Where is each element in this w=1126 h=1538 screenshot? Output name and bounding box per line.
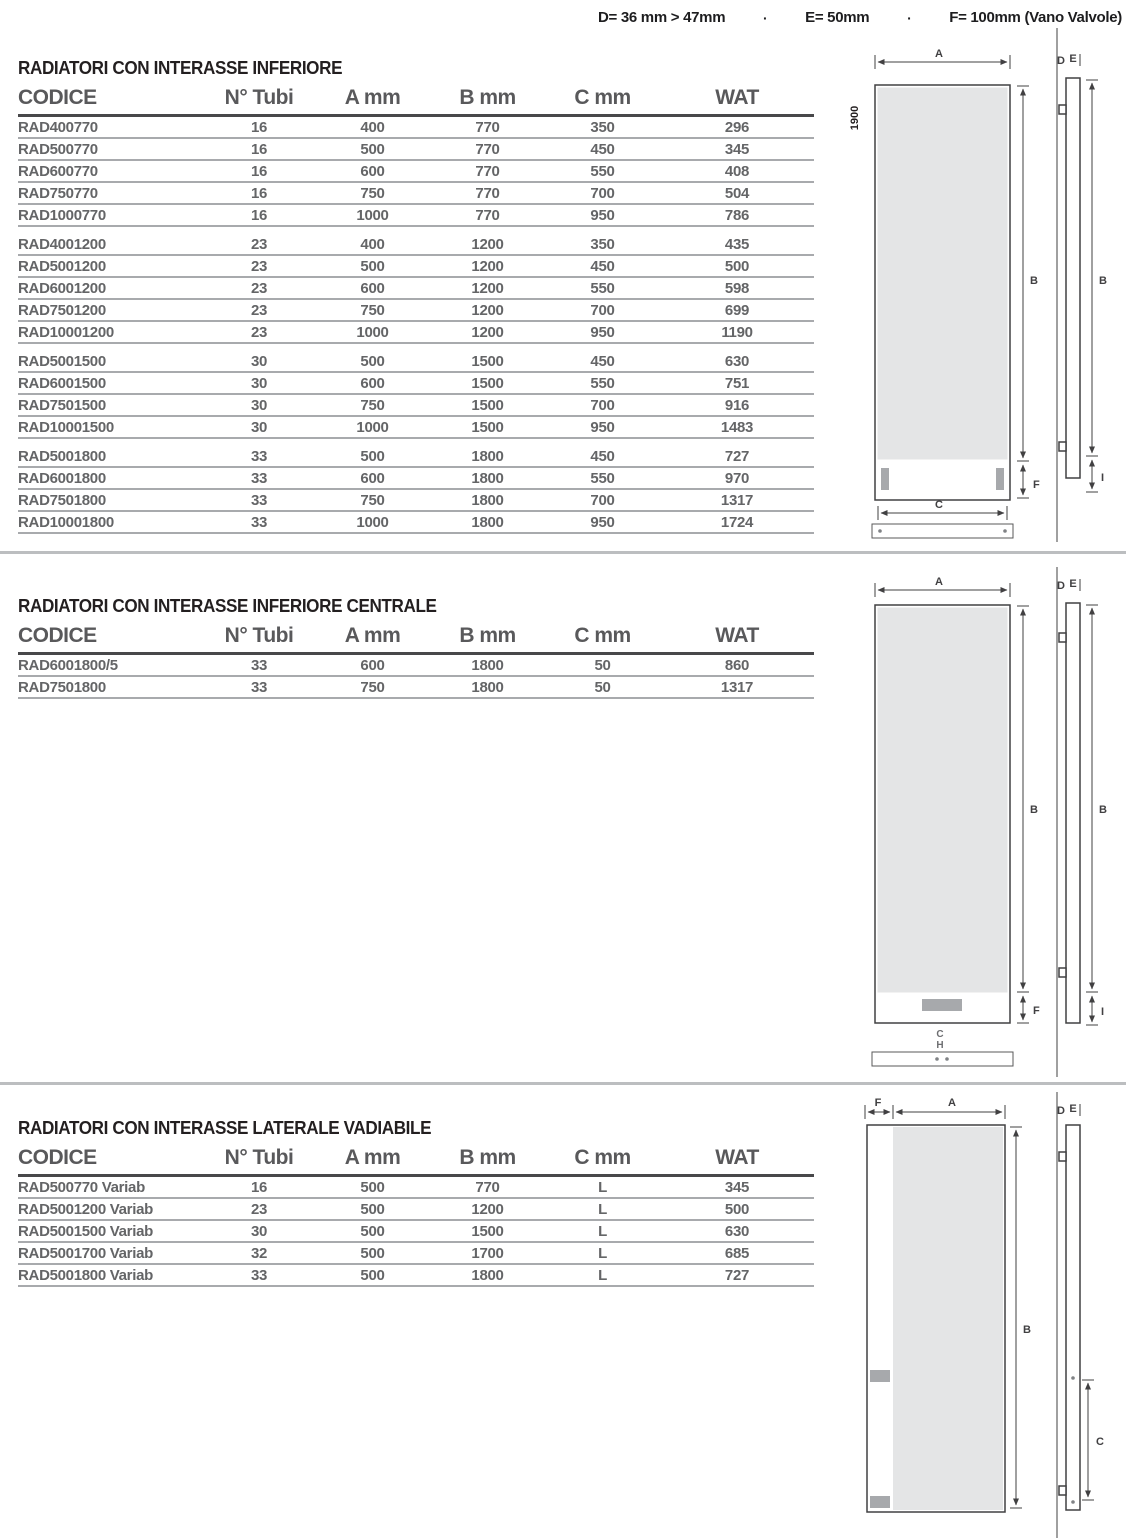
dim-b-label: B	[1030, 275, 1038, 287]
value-cell: 1800	[430, 446, 545, 467]
section-interasse-inferiore	[18, 58, 814, 534]
section-interasse-laterale-variabile	[18, 1118, 814, 1287]
value-cell: 296	[660, 116, 814, 139]
value-cell: 630	[660, 1220, 814, 1242]
wall-bracket-bottom	[1059, 968, 1066, 977]
value-cell: 1500	[430, 351, 545, 372]
value-cell: 550	[545, 160, 660, 182]
dim-c-label: C	[935, 499, 943, 511]
legend-item-f: F= 100mm (Vano Valvole)	[949, 9, 1122, 26]
code-cell: RAD6001200	[18, 277, 203, 299]
table-row	[18, 351, 814, 372]
value-cell: 770	[430, 116, 545, 139]
col-codice: CODICE	[18, 624, 203, 654]
value-cell: L	[545, 1220, 660, 1242]
table-row	[18, 394, 814, 416]
value-cell: 23	[203, 277, 315, 299]
value-cell: 1200	[430, 234, 545, 255]
value-cell: 30	[203, 1220, 315, 1242]
value-cell: 23	[203, 321, 315, 343]
wall-bracket-bottom	[1059, 442, 1066, 451]
value-cell: L	[545, 1242, 660, 1264]
code-cell: RAD10001500	[18, 416, 203, 438]
dim-f-label: F	[1033, 1005, 1040, 1017]
value-cell: 500	[315, 138, 430, 160]
table-row	[18, 446, 814, 467]
table-row	[18, 321, 814, 343]
dim-b-side-label: B	[1099, 275, 1107, 287]
value-cell: 750	[315, 394, 430, 416]
value-cell: 30	[203, 372, 315, 394]
group-spacer	[18, 438, 814, 446]
value-cell: 16	[203, 160, 315, 182]
value-cell: 500	[660, 1198, 814, 1220]
value-cell: 23	[203, 1198, 315, 1220]
code-cell: RAD5001800	[18, 446, 203, 467]
value-cell: 1200	[430, 255, 545, 277]
col-b: B mm	[430, 86, 545, 116]
code-cell: RAD400770	[18, 116, 203, 139]
table-header-row	[18, 1146, 814, 1176]
value-cell: 16	[203, 182, 315, 204]
value-cell: 550	[545, 277, 660, 299]
value-cell: 727	[660, 1264, 814, 1286]
valve-connection-left	[881, 468, 889, 490]
value-cell: 600	[315, 160, 430, 182]
section-title: RADIATORI CON INTERASSE INFERIORE	[18, 58, 343, 78]
value-cell: 30	[203, 351, 315, 372]
col-c: C mm	[545, 86, 660, 116]
code-cell: RAD10001200	[18, 321, 203, 343]
value-cell: 30	[203, 394, 315, 416]
code-cell: RAD5001800 Variab	[18, 1264, 203, 1286]
dim-c-label: C	[936, 1029, 944, 1040]
table-row	[18, 1242, 814, 1264]
group-spacer	[18, 226, 814, 234]
value-cell: 750	[315, 676, 430, 698]
diagram-interasse-laterale-variabile	[840, 1090, 1126, 1538]
dim-d-label: D	[1057, 580, 1065, 592]
value-cell: 770	[430, 204, 545, 226]
value-cell: 450	[545, 138, 660, 160]
table-row	[18, 116, 814, 139]
col-ntubi: N° Tubi	[203, 86, 315, 116]
value-cell: 504	[660, 182, 814, 204]
value-cell: 345	[660, 1176, 814, 1199]
value-cell: 33	[203, 676, 315, 698]
value-cell: L	[545, 1198, 660, 1220]
table-header-row	[18, 624, 814, 654]
dim-d-label: D	[1057, 1105, 1065, 1117]
overall-height-label: 1900	[849, 105, 861, 131]
col-ntubi: N° Tubi	[203, 1146, 315, 1176]
value-cell: 1000	[315, 204, 430, 226]
value-cell: 550	[545, 467, 660, 489]
section-title: RADIATORI CON INTERASSE INFERIORE CENTRALE	[18, 596, 437, 616]
value-cell: 500	[315, 1242, 430, 1264]
value-cell: 500	[315, 255, 430, 277]
value-cell: 345	[660, 138, 814, 160]
table-row	[18, 511, 814, 533]
radiator-side-profile	[1066, 1125, 1080, 1510]
value-cell: 600	[315, 654, 430, 677]
value-cell: 750	[315, 299, 430, 321]
table-row	[18, 277, 814, 299]
value-cell: 1317	[660, 489, 814, 511]
table-header-row	[18, 86, 814, 116]
table-row	[18, 234, 814, 255]
radiator-body	[893, 1127, 1003, 1510]
value-cell: 700	[545, 489, 660, 511]
col-c: C mm	[545, 624, 660, 654]
value-cell: 33	[203, 1264, 315, 1286]
value-cell: 30	[203, 416, 315, 438]
value-cell: 950	[545, 416, 660, 438]
diagram-interasse-inferiore	[840, 26, 1126, 550]
value-cell: 16	[203, 204, 315, 226]
value-cell: 1000	[315, 416, 430, 438]
table-row	[18, 204, 814, 226]
value-cell: 1483	[660, 416, 814, 438]
bottom-cover-bar	[872, 1052, 1013, 1066]
code-cell: RAD7501800	[18, 676, 203, 698]
value-cell: 33	[203, 511, 315, 533]
value-cell: 1000	[315, 321, 430, 343]
section-interasse-inferiore-centrale	[18, 596, 814, 699]
dim-e-label: E	[1069, 53, 1077, 65]
valve-connection-lower	[870, 1496, 890, 1508]
diagram-interasse-inferiore-centrale	[840, 565, 1126, 1083]
code-cell: RAD500770	[18, 138, 203, 160]
value-cell: 700	[545, 394, 660, 416]
value-cell: 770	[430, 1176, 545, 1199]
code-cell: RAD6001800	[18, 467, 203, 489]
table-row	[18, 299, 814, 321]
value-cell: 50	[545, 676, 660, 698]
table-row	[18, 182, 814, 204]
value-cell: 500	[660, 255, 814, 277]
value-cell: 1800	[430, 467, 545, 489]
value-cell: 750	[315, 489, 430, 511]
code-cell: RAD1000770	[18, 204, 203, 226]
value-cell: 50	[545, 654, 660, 677]
value-cell: 1317	[660, 676, 814, 698]
col-wat: WAT	[660, 1146, 814, 1176]
dim-f-label: F	[874, 1097, 882, 1109]
table-row	[18, 1264, 814, 1286]
value-cell: 1800	[430, 1264, 545, 1286]
code-cell: RAD5001200	[18, 255, 203, 277]
radiator-table	[18, 1146, 814, 1287]
value-cell: 950	[545, 204, 660, 226]
table-row	[18, 467, 814, 489]
radiator-body	[878, 88, 1008, 460]
bottom-cover-bar	[872, 524, 1013, 538]
value-cell: 1500	[430, 394, 545, 416]
value-cell: 1700	[430, 1242, 545, 1264]
table-row	[18, 489, 814, 511]
dim-e-label: E	[1069, 1103, 1077, 1115]
value-cell: 23	[203, 234, 315, 255]
dim-b-label: B	[1030, 804, 1038, 816]
code-cell: RAD500770 Variab	[18, 1176, 203, 1199]
value-cell: 727	[660, 446, 814, 467]
value-cell: 32	[203, 1242, 315, 1264]
col-codice: CODICE	[18, 86, 203, 116]
value-cell: 33	[203, 489, 315, 511]
value-cell: 600	[315, 372, 430, 394]
col-codice: CODICE	[18, 1146, 203, 1176]
dim-h-label: H	[936, 1040, 944, 1051]
value-cell: 500	[315, 1264, 430, 1286]
value-cell: 350	[545, 116, 660, 139]
radiator-table	[18, 86, 814, 534]
value-cell: 450	[545, 255, 660, 277]
code-cell: RAD6001800/5	[18, 654, 203, 677]
table-row	[18, 1198, 814, 1220]
col-ntubi: N° Tubi	[203, 624, 315, 654]
value-cell: 770	[430, 182, 545, 204]
value-cell: 400	[315, 116, 430, 139]
value-cell: 500	[315, 1176, 430, 1199]
dimension-legend	[598, 9, 1122, 26]
value-cell: 33	[203, 654, 315, 677]
value-cell: 1724	[660, 511, 814, 533]
table-row	[18, 372, 814, 394]
col-b: B mm	[430, 1146, 545, 1176]
legend-item-d: D= 36 mm > 47mm	[598, 9, 726, 26]
dim-b-label: B	[1023, 1324, 1031, 1336]
col-a: A mm	[315, 86, 430, 116]
table-row	[18, 255, 814, 277]
dim-a-label: A	[935, 576, 943, 588]
value-cell: L	[545, 1176, 660, 1199]
value-cell: 700	[545, 182, 660, 204]
section-divider	[0, 551, 1126, 554]
code-cell: RAD600770	[18, 160, 203, 182]
value-cell: 770	[430, 160, 545, 182]
code-cell: RAD5001200 Variab	[18, 1198, 203, 1220]
value-cell: 550	[545, 372, 660, 394]
connection-point-lower	[1071, 1500, 1075, 1504]
wall-bracket-bottom	[1059, 1486, 1066, 1495]
value-cell: 916	[660, 394, 814, 416]
radiator-side-profile	[1066, 603, 1080, 1023]
value-cell: 408	[660, 160, 814, 182]
section-title: RADIATORI CON INTERASSE LATERALE VADIABILE	[18, 1118, 432, 1138]
dim-b-side-label: B	[1099, 804, 1107, 816]
value-cell: 600	[315, 467, 430, 489]
value-cell: 1500	[430, 372, 545, 394]
code-cell: RAD4001200	[18, 234, 203, 255]
code-cell: RAD5001500 Variab	[18, 1220, 203, 1242]
col-b: B mm	[430, 624, 545, 654]
code-cell: RAD750770	[18, 182, 203, 204]
table-row	[18, 676, 814, 698]
code-cell: RAD7501500	[18, 394, 203, 416]
value-cell: 1190	[660, 321, 814, 343]
valve-connection-central	[922, 999, 962, 1011]
value-cell: 1800	[430, 676, 545, 698]
col-a: A mm	[315, 624, 430, 654]
value-cell: 950	[545, 321, 660, 343]
value-cell: 970	[660, 467, 814, 489]
value-cell: 685	[660, 1242, 814, 1264]
code-cell: RAD5001700 Variab	[18, 1242, 203, 1264]
dim-f-label: F	[1033, 479, 1040, 491]
table-row	[18, 1220, 814, 1242]
value-cell: 450	[545, 446, 660, 467]
value-cell: 1800	[430, 489, 545, 511]
radiator-table	[18, 624, 814, 699]
value-cell: 33	[203, 467, 315, 489]
value-cell: 1200	[430, 321, 545, 343]
dim-i-label: I	[1101, 1006, 1105, 1018]
value-cell: 700	[545, 299, 660, 321]
value-cell: 1200	[430, 277, 545, 299]
valve-connection-right	[996, 468, 1004, 490]
connection-point-upper	[1071, 1376, 1075, 1380]
dim-i-label: I	[1101, 472, 1105, 484]
value-cell: 500	[315, 446, 430, 467]
value-cell: 500	[315, 1220, 430, 1242]
value-cell: 33	[203, 446, 315, 467]
code-cell: RAD10001800	[18, 511, 203, 533]
wall-bracket-top	[1059, 1152, 1066, 1161]
dim-a-label: A	[935, 48, 943, 60]
table-row	[18, 138, 814, 160]
code-cell: RAD6001500	[18, 372, 203, 394]
dim-c-label: C	[1096, 1436, 1104, 1448]
value-cell: 630	[660, 351, 814, 372]
value-cell: 770	[430, 138, 545, 160]
value-cell: 598	[660, 277, 814, 299]
value-cell: 500	[315, 1198, 430, 1220]
col-a: A mm	[315, 1146, 430, 1176]
legend-item-e: E= 50mm	[805, 9, 870, 26]
value-cell: 1200	[430, 299, 545, 321]
col-wat: WAT	[660, 624, 814, 654]
value-cell: 950	[545, 511, 660, 533]
value-cell: 500	[315, 351, 430, 372]
value-cell: 350	[545, 234, 660, 255]
value-cell: 750	[315, 182, 430, 204]
code-cell: RAD5001500	[18, 351, 203, 372]
dim-e-label: E	[1069, 578, 1077, 590]
value-cell: 1800	[430, 654, 545, 677]
value-cell: 16	[203, 116, 315, 139]
value-cell: 1800	[430, 511, 545, 533]
value-cell: 1500	[430, 416, 545, 438]
table-row	[18, 654, 814, 677]
dim-d-label: D	[1057, 55, 1065, 67]
value-cell: 1500	[430, 1220, 545, 1242]
table-row	[18, 416, 814, 438]
wall-bracket-top	[1059, 105, 1066, 114]
value-cell: 1200	[430, 1198, 545, 1220]
value-cell: 751	[660, 372, 814, 394]
value-cell: 435	[660, 234, 814, 255]
dim-a-label: A	[948, 1097, 956, 1109]
table-row	[18, 1176, 814, 1199]
code-cell: RAD7501200	[18, 299, 203, 321]
value-cell: 860	[660, 654, 814, 677]
value-cell: 699	[660, 299, 814, 321]
legend-bullet: ·	[907, 9, 912, 26]
col-c: C mm	[545, 1146, 660, 1176]
value-cell: 16	[203, 1176, 315, 1199]
value-cell: L	[545, 1264, 660, 1286]
value-cell: 400	[315, 234, 430, 255]
code-cell: RAD7501800	[18, 489, 203, 511]
col-wat: WAT	[660, 86, 814, 116]
value-cell: 1000	[315, 511, 430, 533]
wall-bracket-top	[1059, 633, 1066, 642]
table-row	[18, 160, 814, 182]
radiator-body	[878, 608, 1008, 993]
value-cell: 23	[203, 255, 315, 277]
legend-bullet: ·	[763, 9, 768, 26]
value-cell: 450	[545, 351, 660, 372]
group-spacer	[18, 343, 814, 351]
valve-connection-upper	[870, 1370, 890, 1382]
value-cell: 16	[203, 138, 315, 160]
value-cell: 786	[660, 204, 814, 226]
value-cell: 600	[315, 277, 430, 299]
radiator-side-profile	[1066, 78, 1080, 478]
value-cell: 23	[203, 299, 315, 321]
